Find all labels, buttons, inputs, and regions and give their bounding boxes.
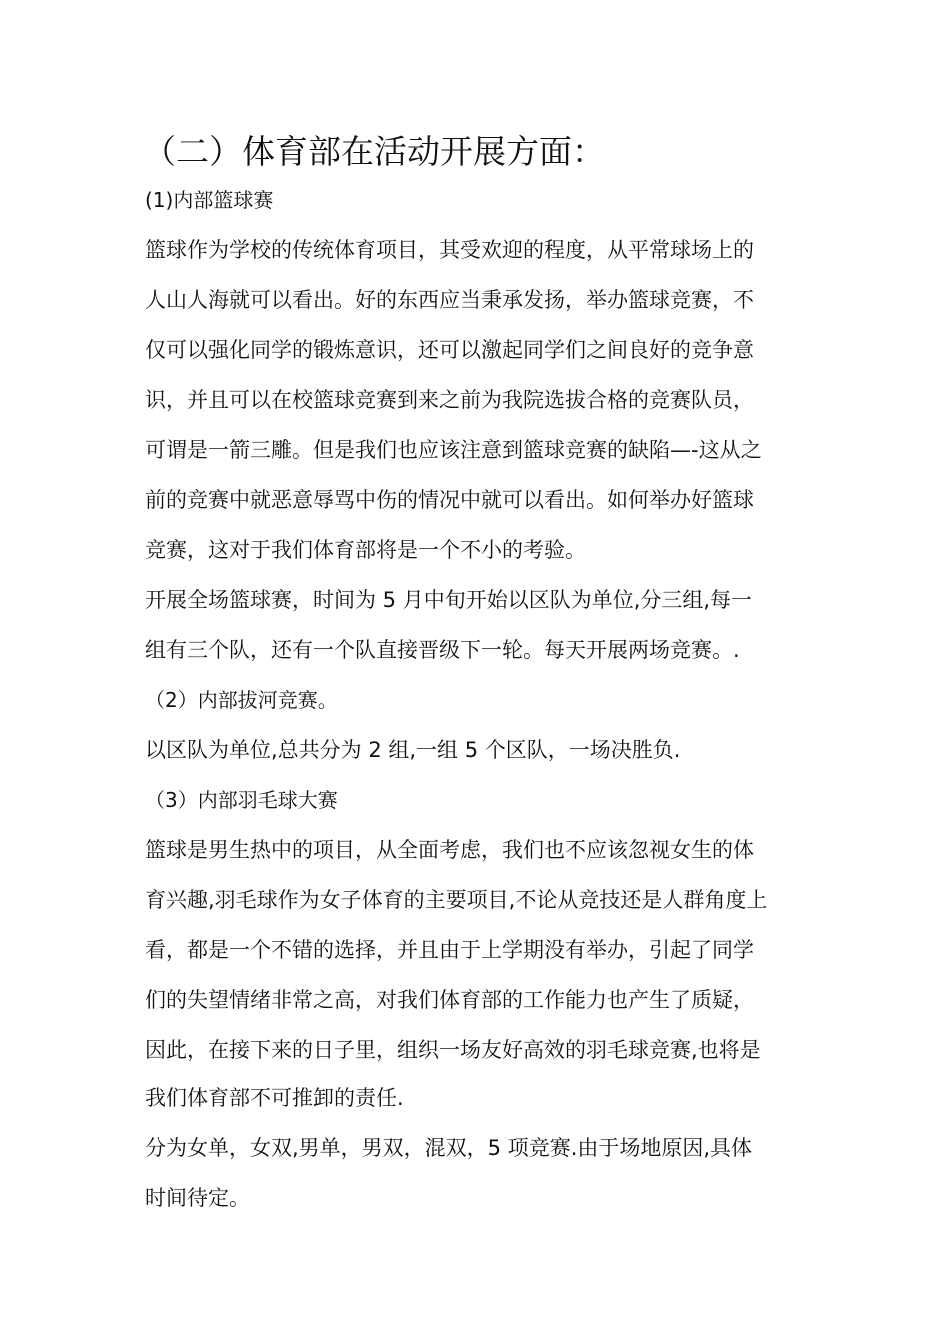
- paragraph-line: 因此，在接下来的日子里，组织一场友好高效的羽毛球竞赛,也将是: [145, 1038, 761, 1062]
- subheading-badminton: （3）内部羽毛球大赛: [145, 788, 338, 812]
- subheading-tug-of-war: （2）内部拔河竞赛。: [145, 688, 338, 712]
- paragraph-line: 育兴趣,羽毛球作为女子体育的主要项目,不论从竞技还是人群角度上: [145, 888, 768, 912]
- paragraph-line: 可谓是一箭三雕。但是我们也应该注意到篮球竞赛的缺陷—-这从之: [145, 438, 762, 462]
- paragraph-line: 篮球是男生热中的项目，从全面考虑，我们也不应该忽视女生的体: [145, 838, 754, 862]
- paragraph-line: 分为女单，女双,男单，男双，混双，5 项竞赛.由于场地原因,具体: [145, 1136, 753, 1160]
- paragraph-line: 以区队为单位,总共分为 2 组,一组 5 个区队，一场决胜负.: [145, 738, 681, 762]
- paragraph-line: 们的失望情绪非常之高，对我们体育部的工作能力也产生了质疑，: [145, 988, 754, 1012]
- paragraph-line: 篮球作为学校的传统体育项目，其受欢迎的程度，从平常球场上的: [145, 238, 754, 262]
- paragraph-line: 开展全场篮球赛，时间为 5 月中旬开始以区队为单位,分三组,每一: [145, 588, 753, 612]
- paragraph-line: 仅可以强化同学的锻炼意识，还可以激起同学们之间良好的竞争意: [145, 338, 754, 362]
- paragraph-line: 组有三个队，还有一个队直接晋级下一轮。每天开展两场竞赛。.: [145, 638, 740, 662]
- subheading-basketball: (1)内部篮球赛: [145, 188, 274, 212]
- section-heading: （二）体育部在活动开展方面：: [143, 132, 605, 171]
- paragraph-line: 看，都是一个不错的选择，并且由于上学期没有举办，引起了同学: [145, 938, 754, 962]
- paragraph-line: 时间待定。: [145, 1186, 250, 1210]
- paragraph-line: 竞赛，这对于我们体育部将是一个不小的考验。: [145, 538, 586, 562]
- paragraph-line: 识，并且可以在校篮球竞赛到来之前为我院选拔合格的竞赛队员，: [145, 388, 754, 412]
- paragraph-line: 前的竞赛中就恶意辱骂中伤的情况中就可以看出。如何举办好篮球: [145, 488, 754, 512]
- paragraph-line: 人山人海就可以看出。好的东西应当秉承发扬，举办篮球竞赛，不: [145, 288, 754, 312]
- paragraph-line: 我们体育部不可推卸的责任.: [145, 1086, 404, 1110]
